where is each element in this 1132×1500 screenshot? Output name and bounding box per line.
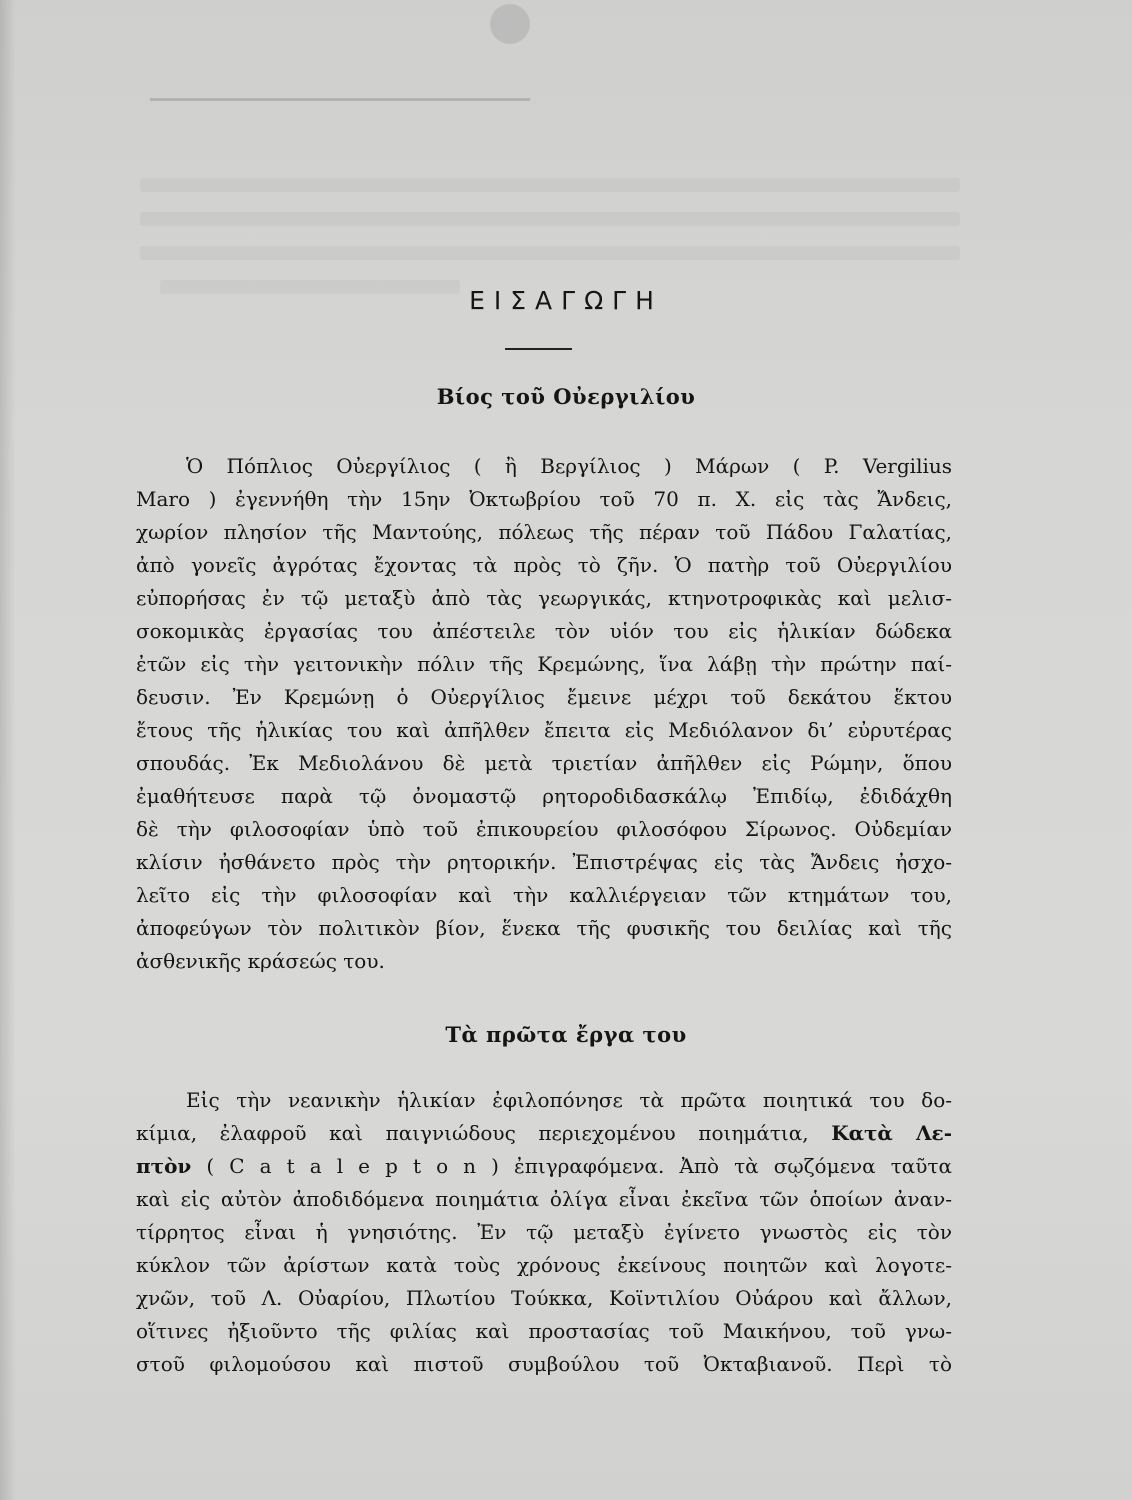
text-line: ἀσθενικῆς κράσεώς του.	[136, 949, 385, 973]
text-line: Maro ) ἐγεννήθη τὴν 15ην Ὀκτωβρίου τοῦ 70 π. Χ. εἰς τὰς Ἄνδεις,	[136, 487, 952, 511]
bleed-through-line	[140, 212, 960, 226]
section-heading-life: Βίος τοῦ Οὐεργιλίου	[436, 384, 696, 409]
page-title: ΕΙΣΑΓΩΓΗ	[469, 286, 663, 315]
text-line: ἔτους τῆς ἡλικίας του καὶ ἀπῆλθεν ἔπειτα εἰς Μεδιόλανον δι’ εὐρυτέρας	[136, 718, 952, 742]
text-segment: ( C a t a l e p t o n ) ἐπιγραφόμενα. Ἀπὸ τὰ σῳζόμενα ταῦτα	[191, 1154, 952, 1178]
page-edge-shadow	[0, 0, 16, 1500]
text-line: χωρίον πλησίον τῆς Μαντούης, πόλεως τῆς πέραν τοῦ Πάδου Γαλατίας,	[136, 520, 952, 544]
text-line: ἐμαθήτευσε παρὰ τῷ ὀνομαστῷ ρητοροδιδασκάλῳ Ἐπιδίῳ, ἐδιδάχθη	[136, 784, 952, 808]
text-line: δευσιν. Ἐν Κρεμώνῃ ὁ Οὐεργίλιος ἔμεινε μέχρι τοῦ δεκάτου ἕκτου	[136, 685, 952, 709]
section-heading-early-works: Τὰ πρῶτα ἔργα του	[445, 1022, 687, 1047]
text-line: σοκομικὰς ἐργασίας του ἀπέστειλε τὸν υἱόν του εἰς ἡλικίαν δώδεκα	[136, 619, 952, 643]
text-segment: κίμια, ἐλαφροῦ καὶ παιγνιώδους περιεχομένου ποιημάτια,	[136, 1121, 832, 1145]
text-line: ἀπὸ γονεῖς ἀγρότας ἔχοντας τὰ πρὸς τὸ ζῆν. Ὁ πατὴρ τοῦ Οὐεργιλίου	[136, 553, 952, 577]
paragraph-life	[136, 450, 952, 978]
work-title-bold: Κατὰ Λε-	[831, 1121, 953, 1145]
bleed-through-line	[140, 178, 960, 192]
ink-smudge	[490, 4, 530, 44]
text-line: κλίσιν ἠσθάνετο πρὸς τὴν ρητορικήν. Ἐπιστρέψας εἰς τὰς Ἄνδεις ἠσχο-	[136, 850, 952, 874]
text-line	[136, 1150, 952, 1183]
text-line: σπουδάς. Ἐκ Μεδιολάνου δὲ μετὰ τριετίαν ἀπῆλθεν εἰς Ρώμην, ὅπου	[136, 751, 952, 775]
text-line: ἐτῶν εἰς τὴν γειτονικὴν πόλιν τῆς Κρεμώνης, ἵνα λάβῃ τὴν πρώτην παί-	[136, 652, 952, 676]
text-line: κύκλον τῶν ἀρίστων κατὰ τοὺς χρόνους ἐκείνους ποιητῶν καὶ λογοτε-	[136, 1253, 952, 1277]
text-line: χνῶν, τοῦ Λ. Οὐαρίου, Πλωτίου Τούκκα, Κοϊντιλίου Οὐάρου καὶ ἄλλων,	[136, 1286, 952, 1310]
text-line: Εἰς τὴν νεανικὴν ἡλικίαν ἐφιλοπόνησε τὰ πρῶτα ποιητικά του δο-	[186, 1088, 952, 1112]
work-title-bold: πτὸν	[136, 1154, 192, 1178]
paragraph-early-works	[136, 1084, 952, 1381]
text-line: Ὁ Πόπλιος Οὐεργίλιος ( ἢ Βεργίλιος ) Μάρων ( P. Vergilius	[186, 454, 952, 478]
bleed-through-header	[150, 98, 530, 101]
text-line	[136, 1117, 952, 1150]
text-line: εὐπορήσας ἐν τῷ μεταξὺ ἀπὸ τὰς γεωργικάς, κτηνοτροφικὰς καὶ μελισ-	[136, 586, 952, 610]
bleed-through-line	[140, 246, 960, 260]
text-line: οἵτινες ἠξιοῦντο τῆς φιλίας καὶ προστασίας τοῦ Μαικήνου, τοῦ γνω-	[136, 1319, 952, 1343]
text-line: ἀποφεύγων τὸν πολιτικὸν βίον, ἕνεκα τῆς φυσικῆς του δειλίας καὶ τῆς	[136, 916, 952, 940]
text-line: στοῦ φιλομούσου καὶ πιστοῦ συμβούλου τοῦ Ὀκταβιανοῦ. Περὶ τὸ	[136, 1352, 952, 1376]
text-line: τίρρητος εἶναι ἡ γνησιότης. Ἐν τῷ μεταξὺ ἐγίνετο γνωστὸς εἰς τὸν	[136, 1220, 952, 1244]
text-line: λεῖτο εἰς τὴν φιλοσοφίαν καὶ τὴν καλλιέργειαν τῶν κτημάτων του,	[136, 883, 952, 907]
text-line: καὶ εἰς αὐτὸν ἀποδιδόμενα ποιημάτια ὀλίγα εἶναι ἐκεῖνα τῶν ὁποίων ἀναν-	[136, 1187, 952, 1211]
title-rule	[505, 348, 572, 350]
text-line: δὲ τὴν φιλοσοφίαν ὑπὸ τοῦ ἐπικουρείου φιλοσόφου Σίρωνος. Οὐδεμίαν	[136, 817, 952, 841]
